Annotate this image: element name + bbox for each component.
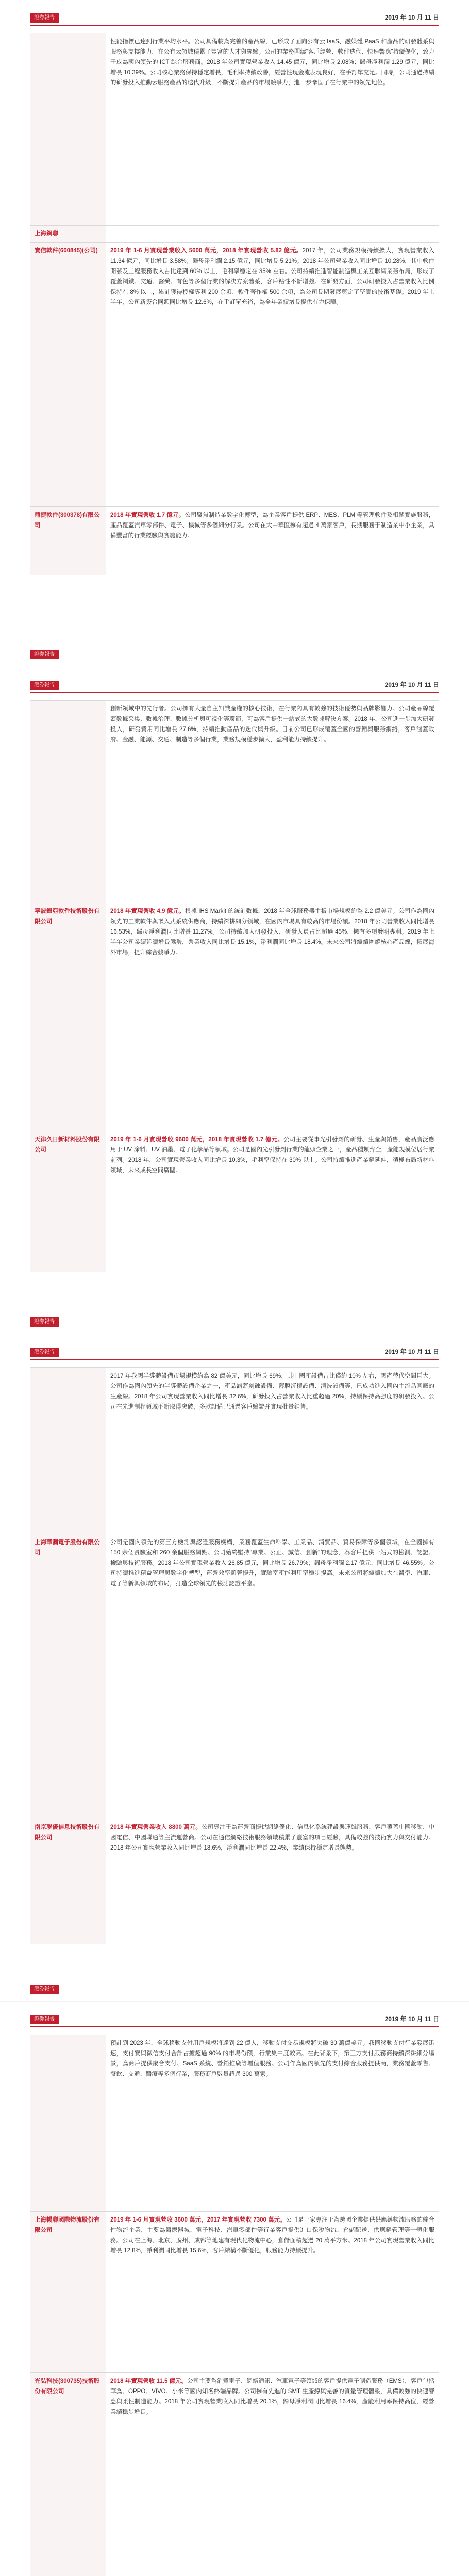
table-row (30, 1534, 439, 1819)
report-page (0, 0, 469, 667)
company-table (30, 2035, 439, 2576)
report-badge: 證券報告 (30, 681, 59, 690)
report-date: 2019 年 10 月 11 日 (384, 1348, 439, 1355)
company-name: 鼎捷軟件(300378)有限公司 (30, 507, 106, 575)
company-name: 南京聯優信息技術股份有限公司 (30, 1819, 106, 1944)
company-headline: 2018 年實現營業收入 8800 萬元。 (110, 1824, 202, 1831)
company-text: 2017 年我國半導體設備市場規模約為 82 億美元，同比增長 69%，其中國產設備占比僅約 10% 左右，國產替代空間巨大。公司作為國內領先的半導體設備企業之一，產品涵蓋刻蝕設備、薄膜沉積設備、清洗設備等，已成功進入國內主流晶圓廠的生產線。2018 年公司實現營業收入同比增長 32.6%，研發投入占營業收入比重超過 20%，持續保持高強度的研發投入。公司在先進制程領域不斷取得突破，多款設備已通過客戶驗證并實現批量銷售。 (110, 1373, 434, 1410)
company-text: 2017 年，公司業務規模持續擴大，實現營業收入 11.34 億元，同比增長 3.58%；歸母凈利潤 2.15 億元，同比增長 5.21%。2018 年公司營業收入同比增長 10.28%，其中軟件開發及工程服務收入占比達到 60% 以上，毛利率穩定在 35% 左右。公司持續推進智能制造與工業互聯網業務布局，形成了覆蓋鋼鐵、交通、醫藥、有色等多個行業的解決方案體系，客戶粘性不斷增強。在研發方面，公司研發投入占營業收入比例保持在 8% 以上，累計獲得授權專利 200 余項、軟件著作權 500 余項，為公司長期發展奠定了堅實的技術基礎。2019 年上半年，公司新簽合同額同比增長 12.6%，在手訂單充裕，為全年業績增長提供有力保障。 (110, 248, 434, 306)
company-headline: 2018 年實現營收 4.9 億元。 (110, 908, 185, 914)
company-headline: 2018 年實現營收 1.7 億元。 (110, 512, 185, 518)
report-badge: 證券報告 (30, 1348, 59, 1357)
report-page (0, 1334, 469, 2001)
company-text: 公司專注于為運營商提供網絡優化、信息化系統建設與運維服務，客戶覆蓋中國移動、中國電信、中國聯通等主流運營商。公司在通信網絡技術服務領域積累了豐富的項目經驗，具備較強的技術實力與交付能力。2018 年公司實現營業收入同比增長 18.6%，凈利潤同比增長 22.4%，業績保持穩定增長態勢。 (110, 1824, 435, 1851)
table-row (30, 2212, 439, 2373)
report-date: 2019 年 10 月 11 日 (384, 14, 439, 21)
company-description (106, 226, 439, 243)
report-badge: 證券報告 (30, 2015, 59, 2024)
company-name (30, 2035, 106, 2212)
footer-badge: 證券報告 (30, 1317, 59, 1327)
company-text: 公司是一家專注于為跨國企業提供供應鏈物流服務的綜合性物流企業，主要為醫療器械、電子科技、汽車零部件等行業客戶提供進口保稅物流、倉儲配送、供應鏈管理等一體化服務。公司在上海、北京、廣州、成都等地建有現代化物流中心，倉儲面積超過 20 萬平方米。2018 年公司實現營業收入同比增長 12.8%，凈利潤同比增長 15.6%，客戶結構不斷優化，服務能力持續提升。 (110, 2217, 435, 2254)
table-row (30, 701, 439, 903)
report-date: 2019 年 10 月 11 日 (384, 2015, 439, 2023)
table-row (30, 243, 439, 507)
page-header (30, 1346, 439, 1360)
company-description (106, 1368, 439, 1534)
footer-badge: 證券報告 (30, 1985, 59, 1994)
company-text: 公司主要從事光引發劑的研發、生產與銷售，產品廣泛應用于 UV 涂料、UV 油墨、電子化學品等領域。公司是國內光引發劑行業的龍頭企業之一，產品種類齊全，產能規模位居行業前列。2018 年，公司實現營業收入同比增長 10.3%，毛利率保持在 30% 以上。公司持續推進產業鏈延伸，積極布局新材料領域，未來成長空間廣闊。 (110, 1137, 435, 1174)
company-name: 光弘科技(300735)技術股份有限公司 (30, 2373, 106, 2576)
table-row (30, 1131, 439, 1272)
company-description (106, 33, 439, 226)
table-row (30, 2035, 439, 2212)
page-header (30, 679, 439, 693)
page-footer (30, 1315, 439, 1326)
table-row (30, 226, 439, 243)
table-row (30, 33, 439, 226)
company-name: 寧波銀亞軟件技術股份有限公司 (30, 903, 106, 1131)
page-header (30, 2013, 439, 2027)
company-description (106, 2035, 439, 2212)
company-text: 公司是國內領先的第三方檢測與認證服務機構，業務覆蓋生命科學、工業品、消費品、貿易保障等多個領域，在全國擁有 150 余個實驗室和 260 余個服務網點。公司始終堅持“專業、公正、誠信、創新”的理念，為客戶提供一站式的檢測、認證、檢驗與技術服務。2018 年公司實現營業收入 26.85 億元，同比增長 26.79%；歸母凈利潤 2.17 億元，同比增長 46.55%。公司持續推進精益管理與數字化轉型，運營效率顯著提升，實驗室產能利用率穩步提高。未來公司將繼續加大在醫學、汽車、電子等新興領域的布局，打造全球領先的檢測認證平臺。 (110, 1539, 434, 1587)
company-description (106, 1819, 439, 1944)
company-description (106, 903, 439, 1131)
company-text: 創新領域中的先行者。公司擁有大量自主知識產權的核心技術，在行業內具有較強的技術優勢與品牌影響力。公司產品線覆蓋數據采集、數據治理、數據分析與可視化等環節，可為客戶提供一站式的大數據解決方案。2018 年，公司進一步加大研發投入，研發費用同比增長 27.6%，持續推動產品的迭代與升級。目前公司已形成覆蓋全國的營銷與服務網絡，客戶涵蓋政府、金融、能源、交通、制造等多個行業，業務規模穩步擴大，盈利能力持續提升。 (110, 706, 434, 743)
page-header (30, 11, 439, 26)
company-text: 根據 IHS Markit 的統計數據，2018 年全球服務器主板市場規模約為 2.2 億美元。公司作為國內領先的工業軟件與嵌入式系統供應商，持續深耕細分領域，在國內市場具有較高的市場份額。2018 年公司營業收入同比增長 16.53%，歸母凈利潤同比增長 11.27%。公司持續加大研發投入，研發人員占比超過 45%，擁有多項發明專利。2019 年上半年公司業績延續增長態勢，營業收入同比增長 15.1%，凈利潤同比增長 18.4%。未來公司將繼續圍繞核心產品線，拓展海外市場，提升綜合競爭力。 (110, 908, 435, 956)
page-footer (30, 1982, 439, 1993)
company-description (106, 701, 439, 903)
company-name: 上海鋼聯 (30, 226, 106, 243)
company-headline: 2019 年 1-6 月實現營業收入 5600 萬元，2018 年實現營收 5.82 億元。 (110, 248, 303, 254)
report-badge: 證券報告 (30, 13, 59, 23)
report-page (0, 667, 469, 1334)
footer-badge: 證券報告 (30, 650, 59, 659)
company-table (30, 33, 439, 575)
company-name: 上海暢聯國際物流股份有限公司 (30, 2212, 106, 2373)
company-description (106, 2212, 439, 2373)
company-name: 上海華測電子股份有限公司 (30, 1534, 106, 1819)
table-row (30, 2373, 439, 2576)
report-page (0, 2002, 469, 2576)
company-name (30, 33, 106, 226)
company-description (106, 507, 439, 575)
report-date: 2019 年 10 月 11 日 (384, 681, 439, 688)
company-description (106, 1534, 439, 1819)
company-headline: 2019 年 1-6 月實現營收 9600 萬元，2018 年實現營收 1.7 億元。 (110, 1137, 284, 1143)
page-footer (30, 648, 439, 658)
company-headline: 2019 年 1-6 月實現營收 3600 萬元，2017 年實現營收 7300 萬元。 (110, 2217, 286, 2223)
company-name (30, 1368, 106, 1534)
company-description (106, 2373, 439, 2576)
table-row (30, 507, 439, 575)
company-headline: 2018 年實現營收 11.5 億元。 (110, 2378, 188, 2384)
table-row (30, 1819, 439, 1944)
company-name (30, 701, 106, 903)
company-table (30, 700, 439, 1272)
company-table (30, 1367, 439, 1944)
company-name: 寶信軟件(600845)(公司) (30, 243, 106, 507)
company-name: 天津久日新材料股份有限公司 (30, 1131, 106, 1272)
company-text: 性能指標已達到行業平均水平。公司具備較為完善的產品線，已形成了面向公有云 IaaS、融媒體 PaaS 和產品的研發體系與服務與支撐能力，在公有云領域積累了豐富的人才與經驗。公司的業務圍繞“客戶經營、軟件迭代、快速響應”持續優化，致力于成為國內領先的 ICT 綜合服務商。2018 年公司實現營業收入 14.45 億元，同比增長 2.08%；歸母凈利潤 1.29 億元，同比增長 10.39%。公司核心業務保持穩定增長，毛利率持續改善，經營性現金流表現良好，在手訂單充足。同時，公司通過持續的研發投入推動云服務產品的迭代升級，不斷提升產品的市場競爭力，進一步鞏固了在行業中的領先地位。 (110, 39, 434, 86)
company-description (106, 243, 439, 507)
table-row (30, 1368, 439, 1534)
company-text: 預計到 2023 年，全球移動支付用戶規模將達到 22 億人，移動支付交易規模將突破 30 萬億美元。我國移動支付行業發展迅速，支付寶與微信支付合計占據超過 90% 的市場份額，行業集中度較高。在此背景下，第三方支付服務商持續深耕細分場景，為商戶提供聚合支付、SaaS 系統、營銷推廣等增值服務。公司作為國內領先的支付綜合服務提供商，業務覆蓋零售、餐飲、交通、醫療等多個行業，服務商戶數量超過 300 萬家。 (110, 2040, 434, 2077)
company-description (106, 1131, 439, 1272)
company-text: 公司聚焦制造業數字化轉型，為企業客戶提供 ERP、MES、PLM 等管理軟件及相關實施服務，產品覆蓋汽車零部件、電子、機械等多個細分行業。公司在大中華區擁有超過 4 萬家客戶，長期服務于制造業中小企業，具備豐富的行業經驗與實施能力。 (110, 512, 434, 539)
company-text: 公司主要為消費電子、網絡通訊、汽車電子等領域的客戶提供電子制造服務（EMS），客戶包括華為、OPPO、VIVO、小米等國內知名終端品牌。公司擁有先進的 SMT 生產線與完善的質量管理體系，具備較強的快速響應與柔性制造能力。2018 年公司實現營業收入同比增長 20.1%，歸母凈利潤同比增長 16.4%，產能利用率保持高位，經營業績穩步增長。 (110, 2378, 435, 2415)
table-row (30, 903, 439, 1131)
